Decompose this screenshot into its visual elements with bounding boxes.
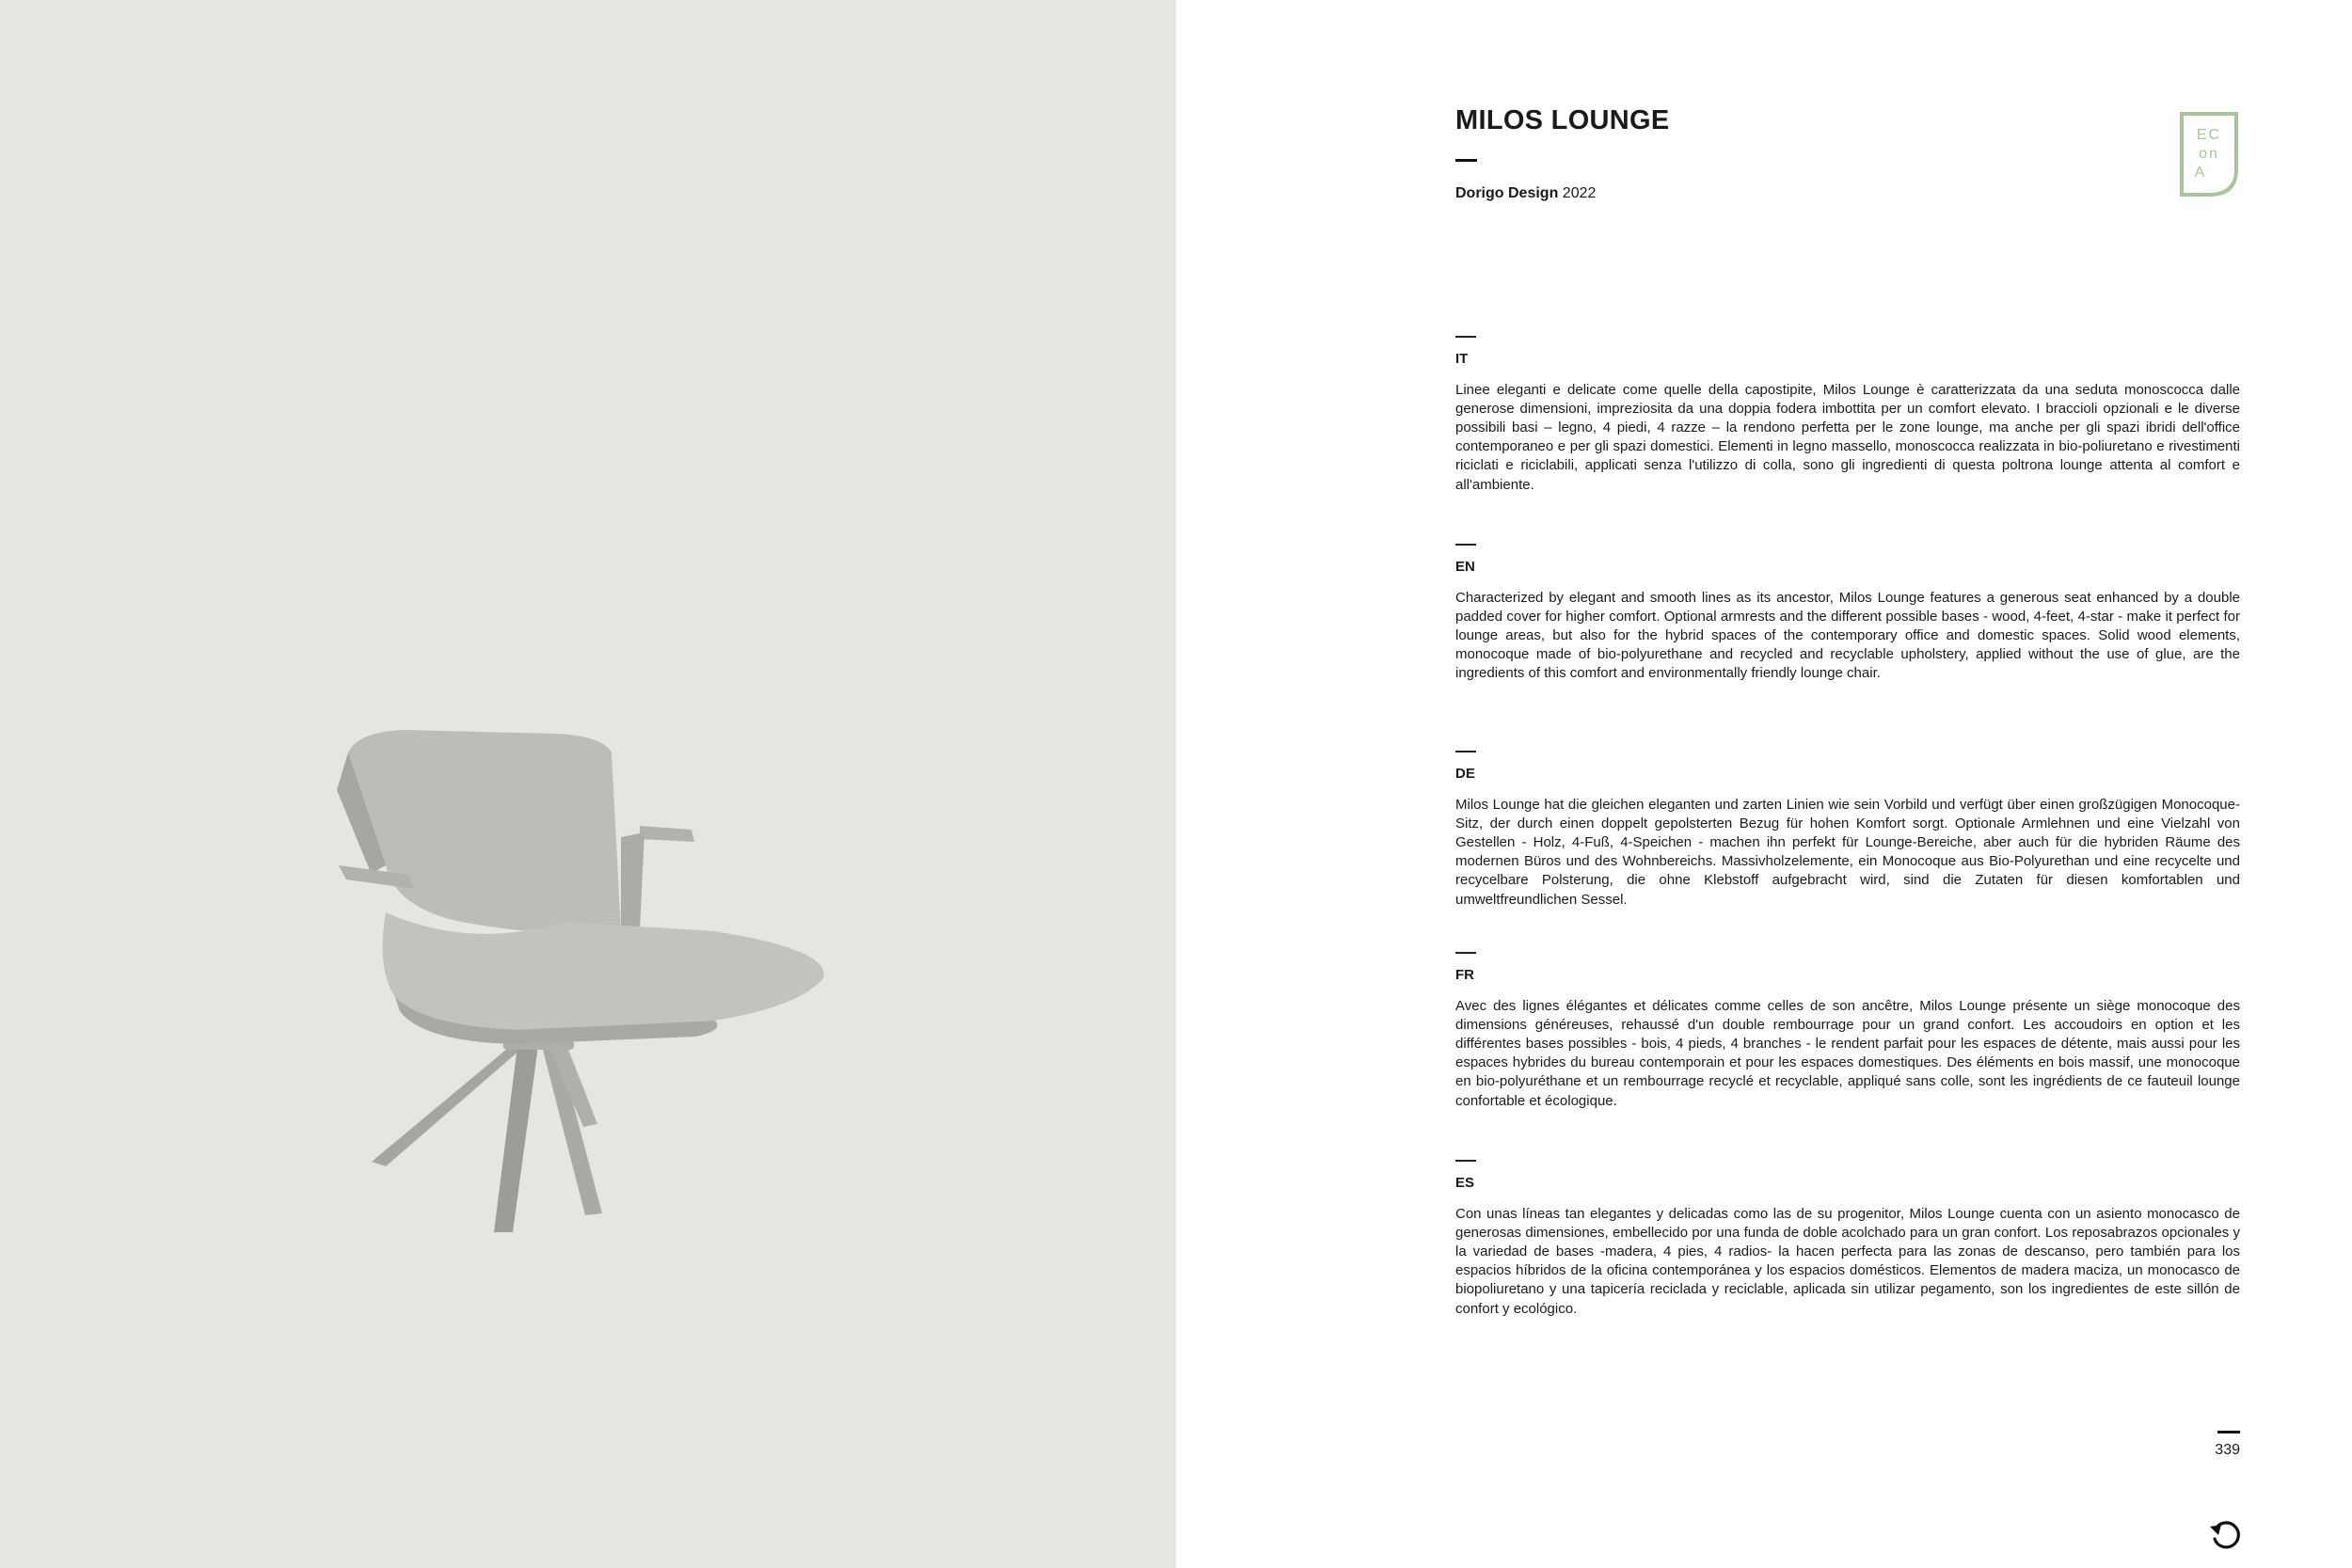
section-text: Avec des lignes élégantes et délicates comme celles de son ancêtre, Milos Lounge présente un siège monocoque des dimensions généreuses, rehaussé d'un double rembourrage pour un grand confort. Les accoudoirs en option et les différentes bases possibles - bois, 4 pieds, 4 branches - le rendent parfait pour les espaces de détente, mais aussi pour les espaces hybrides du bureau contemporain et pour les espaces domestiques. Des éléments en bois massif, une monocoque en bio-polyuréthane et un rembourrage recyclé et recyclable, appliqué sans colle, sont les ingrédients de ce fauteuil lounge confortable et écologique. [1455,997,2240,1109]
design-year: 2022 [1562,185,1597,201]
section-divider [1455,336,1476,338]
section-text: Characterized by elegant and smooth lines as its ancestor, Milos Lounge features a generous seat enhanced by a double padded cover for higher comfort. Optional armrests and the different possible bases - wood, 4-feet, 4-star - make it perfect for lounge areas, but also for the hybrid spaces of the contemporary office and domestic spaces. Solid wood elements, monocoque made of bio-polyurethane and recycled and recyclable upholstery, applied without the use of glue, are the ingredients of this comfort and environmentally friendly lounge chair. [1455,589,2240,682]
section-divider [1455,544,1476,546]
page-number-divider [2217,1431,2240,1433]
econa-logo [2179,111,2239,198]
logo-letters-1: EC [2196,127,2222,143]
logo-letters-3: A [2194,165,2205,181]
language-code: ES [1455,1174,1475,1191]
language-code: IT [1455,350,1469,367]
product-title: MILOS LOUNGE [1455,105,1670,135]
section-divider [1455,1160,1476,1162]
section-text: Con unas líneas tan elegantes y delicadas como las de su progenitor, Milos Lounge cuenta con un asiento monocasco de generosas dimensiones, embellecido por una funda de doble acolchado para un gran confort. Los reposabrazos opcionales y la variedad de bases -madera, 4 pies, 4 radios- la hacen perfecta para las zonas de descanso, pero también para los espacios híbridos de la oficina contemporánea y los espacios domésticos. Elementos de madera maciza, un monocasco de biopoliuretano y una tapicería reciclada y reciclable, aplicada sin utilizar pegamento, son los ingredientes de este sillón de confort y ecológico. [1455,1205,2240,1317]
title-divider [1455,159,1477,162]
section-de [1455,751,2240,910]
language-code: DE [1455,765,1475,782]
designer-name: Dorigo Design [1455,185,1559,201]
rotate-back-icon[interactable] [2207,1516,2245,1554]
section-es [1455,1160,2240,1319]
chair-photo [320,724,847,1251]
language-code: EN [1455,558,1475,575]
section-en [1455,544,2240,684]
language-code: FR [1455,966,1474,983]
logo-letters-2: on [2199,146,2219,162]
section-divider [1455,751,1476,752]
page-number: 339 [2215,1442,2240,1458]
section-text: Milos Lounge hat die gleichen eleganten und zarten Linien wie sein Vorbild und verfügt über einen großzügigen Monocoque-Sitz, der durch einen doppelt gepolsterten Bezug für hohen Komfort sorgt. Optionale Armlehnen und eine Vielzahl von Gestellen - Holz, 4-Fuß, 4-Speichen - machen ihn perfekt für Lounge-Bereiche, aber auch für die hybriden Räume des modernen Büros und des Wohnbereichs. Massivholzelemente, ein Monocoque aus Bio-Polyurethan und eine recycelte und recycelbare Polsterung, die ohne Klebstoff aufgebracht wird, sind die Zutaten für diesen komfortablen und umweltfreundlichen Sessel. [1455,796,2240,908]
section-divider [1455,952,1476,954]
section-it [1455,336,2240,495]
section-fr [1455,952,2240,1111]
section-text: Linee eleganti e delicate come quelle della capostipite, Milos Lounge è caratterizzata da una seduta monoscocca dalle generose dimensioni, impreziosita da una doppia fodera imbottita per un comfort elevato. I braccioli opzionali e le diverse possibili basi – legno, 4 piedi, 4 razze – la rendono perfetta per le zone lounge, ma anche per gli spazi ibridi dell'office contemporaneo e per gli spazi domestici. Elementi in legno massello, monoscocca realizzata in bio-poliuretano e rivestimenti riciclati e riciclabili, applicati senza l'utilizzo di colla, sono gli ingredienti di questa poltrona lounge attenta al comfort e all'ambiente. [1455,381,2240,493]
designer-line [1455,185,1596,202]
